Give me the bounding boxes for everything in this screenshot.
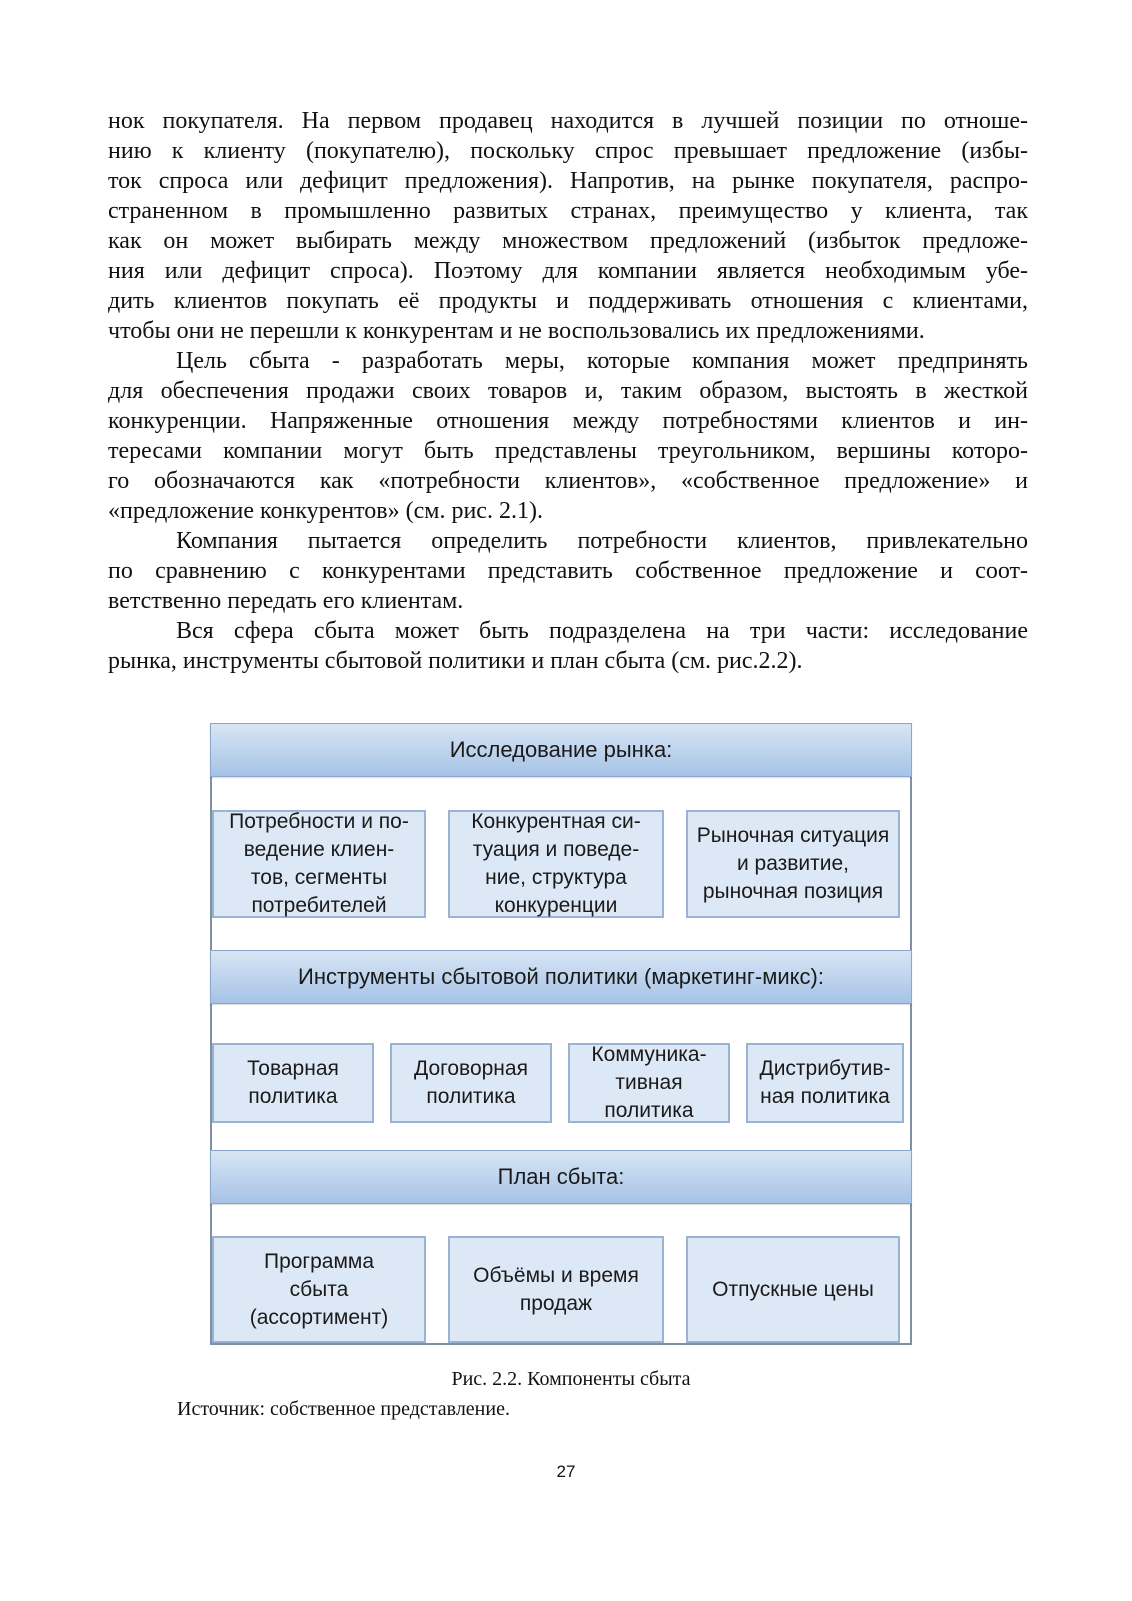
text-line: нок покупателя. На первом продавец находится в лучшей позиции по отноше-	[108, 108, 1028, 134]
box-product-policy: Товарная политика	[212, 1043, 374, 1123]
paragraph-3	[108, 526, 1028, 616]
paragraph-2	[108, 346, 1028, 526]
text-line: ветственно передать его клиентам.	[108, 588, 464, 614]
paragraph-4	[108, 616, 1028, 676]
text-line: нию к клиенту (покупателю), поскольку спрос превышает предложение (избы-	[108, 138, 1028, 164]
text-line: го обозначаются как «потребности клиентов», «собственное предложение» и	[108, 468, 1028, 494]
box-market-situation: Рыночная ситуация и развитие, рыночная позиция	[686, 810, 900, 918]
text-line: Цель сбыта - разработать меры, которые компания может предпринять	[176, 348, 1028, 374]
figure-source: Источник: собственное представление.	[177, 1398, 510, 1420]
box-communication-policy: Коммуника- тивная политика	[568, 1043, 730, 1123]
box-customer-needs: Потребности и по- ведение клиен- тов, сегменты потребителей	[212, 810, 426, 918]
page-number: 27	[556, 1462, 576, 1481]
text-line: для обеспечения продажи своих товаров и, таким образом, выстоять в жесткой	[108, 378, 1028, 404]
text-line: ток спроса или дефицит предложения). Напротив, на рынке покупателя, распро-	[108, 168, 1028, 194]
box-distribution-policy: Дистрибутив- ная политика	[746, 1043, 904, 1123]
text-line: конкуренции. Напряженные отношения между потребностями клиентов и ин-	[108, 408, 1028, 434]
text-line: чтобы они не перешли к конкурентам и не воспользовались их предложениями.	[108, 318, 925, 344]
text-line: как он может выбирать между множеством предложений (избыток предложе-	[108, 228, 1028, 254]
text-line: дить клиентов покупать её продукты и поддерживать отношения с клиентами,	[108, 288, 1028, 314]
text-line: Компания пытается определить потребности клиентов, привлекательно	[176, 528, 1028, 554]
box-competitive-situation: Конкурентная си- туация и поведе- ние, структура конкуренции	[448, 810, 664, 918]
section-header-marketing-mix: Инструменты сбытовой политики (маркетинг-микс):	[210, 950, 912, 1004]
box-contract-policy: Договорная политика	[390, 1043, 552, 1123]
text-line: Вся сфера сбыта может быть подразделена на три части: исследование	[176, 618, 1028, 644]
figure-caption: Рис. 2.2. Компоненты сбыта	[451, 1368, 691, 1390]
text-line: страненном в промышленно развитых странах, преимущество у клиента, так	[108, 198, 1028, 224]
section-header-sales-plan: План сбыта:	[210, 1150, 912, 1204]
box-sales-program: Программа сбыта (ассортимент)	[212, 1236, 426, 1343]
sales-components-diagram	[210, 723, 912, 1345]
text-line: «предложение конкурентов» (см. рис. 2.1).	[108, 498, 543, 524]
text-line: тересами компании могут быть представлены треугольником, вершины которо-	[108, 438, 1028, 464]
text-line: по сравнению с конкурентами представить собственное предложение и соот-	[108, 558, 1028, 584]
text-line: ния или дефицит спроса). Поэтому для компании является необходимым убе-	[108, 258, 1028, 284]
section-header-market-research: Исследование рынка:	[210, 723, 912, 777]
paragraph-1	[108, 106, 1028, 346]
text-line: рынка, инструменты сбытовой политики и план сбыта (см. рис.2.2).	[108, 648, 803, 674]
box-prices: Отпускные цены	[686, 1236, 900, 1343]
box-sales-volume: Объёмы и время продаж	[448, 1236, 664, 1343]
